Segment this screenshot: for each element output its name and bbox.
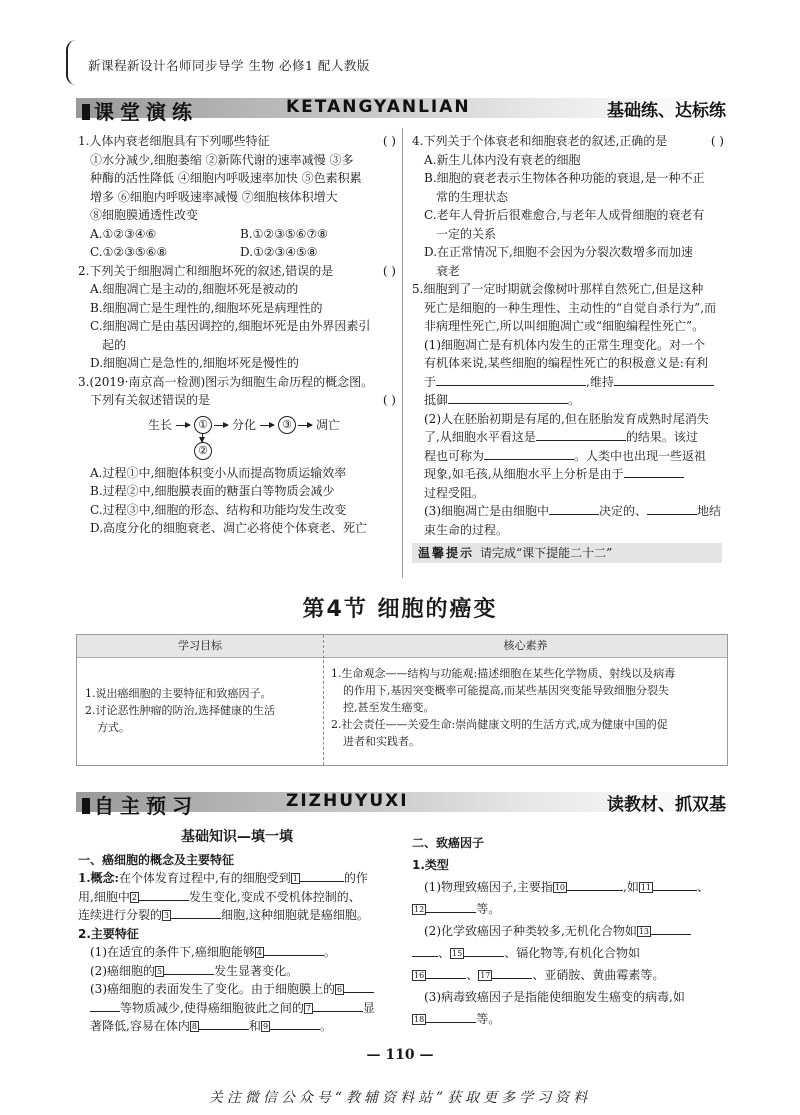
preview-heading: 基础知识—填一填 (181, 829, 293, 845)
blank-number: 9 (262, 1022, 269, 1031)
q5-part3-blanks (412, 502, 724, 521)
answer-blank[interactable] (199, 1017, 249, 1030)
q5-part1-blanks (412, 391, 724, 410)
diagram-node-apoptosis: 凋亡 (316, 417, 341, 432)
banner-subtitle: 读教材、抓双基 (607, 795, 726, 815)
banner-pinyin: KETANGYANLIAN (286, 97, 471, 117)
text: 现象,如毛孩,从细胞水平上分析是由于 (424, 467, 624, 481)
blank-number: 3 (164, 911, 170, 920)
book-header: 新课程新设计名师同步导学 生物 必修1 配人教版 (88, 58, 370, 73)
q5-part2-blanks (412, 465, 724, 484)
q5-part1-blanks (412, 373, 724, 392)
blank-number: 15 (452, 949, 463, 958)
text: 。 (568, 393, 581, 407)
section-banner-practice (76, 96, 726, 124)
preview-left-column (78, 828, 396, 1036)
answer-blank[interactable] (647, 502, 697, 515)
option-b: B.过程②中,细胞膜表面的糖蛋白等物质会减少 (90, 484, 335, 498)
blank-number: 6 (337, 985, 343, 994)
q1-options (78, 225, 396, 244)
q1-options (78, 243, 396, 262)
preview-subheading: 一、癌细胞的概念及主要特征 (78, 852, 235, 867)
answer-blank[interactable] (426, 966, 466, 979)
diagram-down-arrow (202, 434, 203, 442)
text: 在个体发育过程中,有的细胞受到 (118, 871, 291, 885)
answer-blank[interactable] (426, 900, 476, 913)
blank-number: 16 (414, 971, 425, 980)
carcinogen-line (412, 898, 724, 920)
blank-number: 13 (638, 927, 650, 936)
life-history-diagram (78, 414, 396, 460)
option-a: A.过程①中,细胞体积变小从而提高物质运输效率 (90, 465, 347, 480)
text: 。人类中也出现一些返祖 (574, 448, 707, 463)
answer-blank[interactable] (464, 944, 504, 957)
q1-line: 种酶的活性降低 ④细胞内呼吸速率加快 ⑤色素积累 (90, 171, 362, 185)
text: 抵御 (424, 393, 449, 407)
option-b-cont: 常的生理状态 (436, 189, 509, 204)
text: 和 (248, 1019, 261, 1033)
option-b: B.①②③⑤⑥⑦⑧ (240, 226, 328, 241)
warm-tip (412, 543, 722, 563)
preview-subheading: 二、致癌因子 (412, 836, 485, 850)
literacy-item: 2.社会责任——关爱生命:崇尚健康文明的生活方式,成为健康中国的促 (331, 718, 668, 731)
q5-part2: (2)人在胚胎初期是有尾的,但在胚胎发育成熟时尾消失 (424, 411, 709, 426)
blank-number: 7 (305, 1003, 311, 1013)
q5-stem-cont: 死亡是细胞的一种生理性、主动性的“自觉自杀行为”,而 (424, 300, 717, 315)
option-d: D.在正常情况下,细胞不会因为分裂次数增多而加速 (424, 245, 693, 259)
text: 程也可称为 (424, 448, 485, 463)
q5-part1-cont: 有机体来说,某些细胞的编程性死亡的积极意义是:有利 (424, 356, 708, 370)
page-number: — 110 — (366, 1047, 434, 1063)
text: 细胞,这种细胞就是癌细胞。 (221, 908, 369, 922)
carcinogen-line: (1)物理致癌因子,主要指 10 ,如 11 、 (424, 880, 710, 894)
q3-stem-cont (78, 391, 396, 410)
q1-line: ⑧细胞膜通透性改变 (90, 208, 199, 222)
preview-subheading: 1.类型 (412, 858, 449, 872)
option-d: D.高度分化的细胞衰老、凋亡必将使个体衰老、死亡 (90, 521, 368, 535)
text: 连续进行分裂的 (78, 908, 163, 922)
blank-number: 11 (640, 883, 652, 892)
text: (1)在适宜的条件下,癌细胞能够 (90, 945, 255, 959)
footer-note: 关注微信公众号“教辅资料站”获取更多学习资料 (208, 1090, 592, 1106)
q4-stem-text: 4.下列关于个体衰老和细胞衰老的叙述,正确的是 (412, 134, 668, 148)
literacy-item-cont: 的作用下,基因突变概率可能提高,而某些基因突变能导致细胞分裂失 (343, 684, 669, 697)
preview-subheading: 2.主要特征 (78, 926, 139, 941)
text: 显 (362, 1000, 375, 1015)
feature-line: 著降低,容易在体内 8 和 9 。 (90, 1019, 333, 1033)
text: 的结果。该过 (625, 430, 698, 444)
banner-title-text: 自主预习 (94, 794, 198, 818)
option-a: A.①②③④⑥ (90, 226, 157, 241)
option-c: C.细胞凋亡是由基因调控的,细胞坏死是由外界因素引 (90, 319, 371, 333)
blank-number: 1 (292, 874, 298, 883)
option-c: C.老年人骨折后很难愈合,与老年人成骨细胞的衰老有 (424, 208, 705, 222)
left-column (78, 132, 396, 538)
answer-blank[interactable] (300, 869, 344, 882)
answer-blank[interactable] (549, 502, 599, 515)
section-banner-preview (76, 790, 726, 818)
answer-blank[interactable] (492, 966, 532, 979)
text: 等。 (476, 902, 501, 916)
text: 地结 (697, 504, 722, 518)
text: ,如 (623, 880, 639, 894)
option-d: D.①②③④⑤⑧ (240, 245, 318, 259)
goal-item-cont: 方式。 (97, 721, 130, 734)
q5-stem: 5.细胞到了一定时期就会像树叶那样自然死亡,但是这种 (412, 282, 704, 296)
diagram-node-1: ① (194, 416, 212, 434)
tip-text: 请完成“课下提能二十二” (480, 546, 613, 560)
text: (2)癌细胞的 (90, 963, 155, 978)
option-c-cont: 一定的关系 (436, 226, 497, 241)
option-c: C.过程③中,细胞的形态、结构和功能均发生改变 (90, 502, 347, 517)
answer-blank[interactable] (164, 962, 214, 975)
literacy-item-cont: 进者和实践者。 (343, 735, 420, 748)
diagram-node-3: ③ (278, 416, 296, 434)
answer-blank[interactable] (90, 999, 120, 1012)
diagram-node-2: ② (194, 442, 212, 460)
answer-blank[interactable] (484, 447, 574, 460)
q1-stem (78, 132, 396, 151)
concept-line (78, 888, 396, 907)
q1-line: 增多 ⑥细胞内呼吸速率减慢 ⑦细胞核体积增大 (90, 189, 338, 204)
banner-pinyin: ZIZHUYUXI (286, 791, 409, 811)
diagram-arrow (260, 425, 274, 426)
text: 用,细胞中 (78, 889, 130, 904)
banner-square-icon (82, 798, 90, 814)
q1-answer-paren: ( ) (382, 134, 396, 148)
diagram-arrow (214, 425, 228, 426)
literacy-item: 1.生命观念——结构与功能观:描述细胞在某些化学物质、射线以及病毒 (331, 667, 676, 680)
q4-stem (412, 132, 724, 151)
literacy-header (324, 635, 727, 658)
feature-line (78, 962, 396, 981)
option-c: C.①②③⑤⑥⑧ (90, 245, 168, 259)
q2-answer-paren: ( ) (382, 263, 396, 278)
answer-blank[interactable] (567, 878, 623, 891)
preview-right-column (412, 832, 724, 1030)
q3-stem: 3.(2019·南京高一检测)图示为细胞生命历程的概念图。 (78, 374, 374, 389)
q4-answer-paren: ( ) (710, 134, 724, 148)
blank-number: 5 (157, 966, 163, 976)
answer-blank[interactable] (436, 373, 586, 386)
text: 、镉化物等,有机化合物如 (504, 946, 641, 960)
diagram-node-differentiation: 分化 (232, 417, 257, 432)
option-b: B.细胞凋亡是生理性的,细胞坏死是病理性的 (90, 300, 323, 315)
q2-stem (78, 262, 396, 281)
answer-blank[interactable] (651, 922, 691, 935)
text: 、 (466, 968, 479, 982)
text: 等。 (476, 1012, 501, 1026)
carcinogen-line (412, 1008, 724, 1030)
q3-answer-paren: ( ) (382, 393, 396, 407)
blank-number: 17 (480, 971, 491, 980)
option-c-cont: 起的 (102, 337, 127, 352)
text: 于 (424, 374, 437, 389)
banner-subtitle: 基础练、达标练 (607, 101, 726, 121)
literacy-text (331, 665, 723, 750)
goal-item: 1.说出癌细胞的主要特征和致癌因子。 (85, 687, 272, 700)
banner-square-icon (82, 104, 90, 120)
banner-title-text: 课堂演练 (94, 100, 198, 124)
text: (3)癌细胞的表面发生了变化。由于细胞膜上的 (90, 982, 335, 996)
concept-label: 1.概念: (78, 871, 119, 885)
q3-stem-text: 下列有关叙述错误的是 (90, 393, 211, 407)
answer-blank[interactable] (536, 428, 626, 441)
answer-blank[interactable] (344, 980, 374, 993)
goals-header-text: 学习目标 (178, 639, 222, 652)
text: 、亚硝胺、黄曲霉素等。 (532, 968, 665, 982)
text: 著降低,容易在体内 (90, 1019, 190, 1033)
q2-stem-text: 2.下列关于细胞凋亡和细胞坏死的叙述,错误的是 (78, 263, 334, 278)
q1-line: ①水分减少,细胞萎缩 ②新陈代谢的速率减慢 ③多 (90, 152, 354, 167)
diagram-arrow (176, 425, 190, 426)
answer-blank[interactable] (624, 465, 684, 478)
text: (1)物理致癌因子,主要指 (424, 880, 553, 894)
goal-item: 2.讨论恶性肿瘤的防治,选择健康的生活 (85, 704, 275, 717)
text: (3)细胞凋亡是由细胞中 (424, 504, 549, 518)
q5-part1: (1)细胞凋亡是有机体内发生的正常生理变化。对一个 (424, 337, 706, 352)
right-column (412, 132, 724, 539)
goals-text (85, 685, 317, 736)
concept-line (78, 906, 396, 925)
q5-part2-blanks (412, 428, 724, 447)
page-curl-decoration (66, 40, 80, 85)
diagram-node-growth: 生长 (148, 417, 173, 432)
answer-blank[interactable] (171, 906, 221, 919)
banner-title (82, 96, 198, 125)
feature-line: (1)在适宜的条件下,癌细胞能够 4 。 (90, 945, 336, 959)
answer-blank[interactable] (426, 1010, 476, 1023)
carcinogen-line (412, 920, 724, 942)
text: 发生显著变化。 (214, 963, 299, 978)
goals-header (77, 635, 323, 658)
text: 了,从细胞水平看这是 (424, 430, 536, 444)
blank-number: 10 (554, 883, 566, 892)
carcinogen-line (412, 942, 724, 964)
goals-divider (323, 635, 324, 765)
answer-blank[interactable] (313, 999, 363, 1012)
blank-number: 2 (131, 892, 137, 902)
learning-goals-box (76, 634, 728, 766)
literacy-item-cont: 控,甚至发生癌变。 (343, 701, 435, 714)
option-d: D.细胞凋亡是急性的,细胞坏死是慢性的 (90, 356, 299, 370)
answer-blank[interactable] (653, 878, 697, 891)
banner-title (82, 790, 198, 819)
q1-stem-text: 1.人体内衰老细胞具有下列哪些特征 (78, 134, 270, 148)
feature-line (78, 980, 396, 999)
section-title: 第4节 细胞的癌变 (302, 597, 498, 622)
concept-line (78, 869, 396, 888)
blank-number: 12 (414, 905, 425, 914)
literacy-header-text: 核心素养 (503, 639, 548, 652)
text: 的作 (343, 871, 368, 885)
option-a: A.新生儿体内没有衰老的细胞 (424, 152, 581, 167)
text: 决定的、 (599, 504, 648, 518)
blank-number: 18 (414, 1015, 425, 1024)
option-d-cont: 衰老 (436, 263, 461, 278)
answer-blank[interactable] (264, 943, 324, 956)
q5-part2-cont: 过程受阻。 (424, 485, 485, 500)
answer-blank[interactable] (139, 888, 189, 901)
answer-blank[interactable] (412, 944, 438, 957)
carcinogen-line (412, 964, 724, 986)
answer-blank[interactable] (614, 373, 714, 386)
text: ,维持 (586, 374, 614, 389)
text: 等物质减少,使得癌细胞彼此之间的 (120, 1000, 304, 1015)
text: 发生变化,变成不受机体控制的、 (188, 889, 361, 904)
q5-stem-cont: 非病理性死亡,所以叫细胞凋亡或“细胞编程性死亡”。 (424, 319, 705, 333)
blank-number: 8 (191, 1022, 197, 1031)
text: 、 (438, 946, 451, 960)
carcinogen-line: (3)病毒致癌因子是指能使细胞发生癌变的病毒,如 (424, 990, 685, 1004)
text: (2)化学致癌因子种类较多,无机化合物如 (424, 924, 637, 938)
diagram-arrow (298, 425, 312, 426)
answer-blank[interactable] (448, 391, 568, 404)
feature-line (78, 999, 396, 1018)
q5-part3-cont: 束生命的过程。 (424, 522, 509, 537)
q5-part2-blanks (412, 447, 724, 466)
option-a: A.细胞凋亡是主动的,细胞坏死是被动的 (90, 282, 299, 296)
tip-label: 温馨提示 (418, 546, 475, 560)
blank-number: 4 (256, 948, 262, 957)
answer-blank[interactable] (270, 1017, 320, 1030)
column-divider (402, 128, 403, 578)
option-b: B.细胞的衰老表示生物体各种功能的衰退,是一种不正 (424, 171, 705, 185)
